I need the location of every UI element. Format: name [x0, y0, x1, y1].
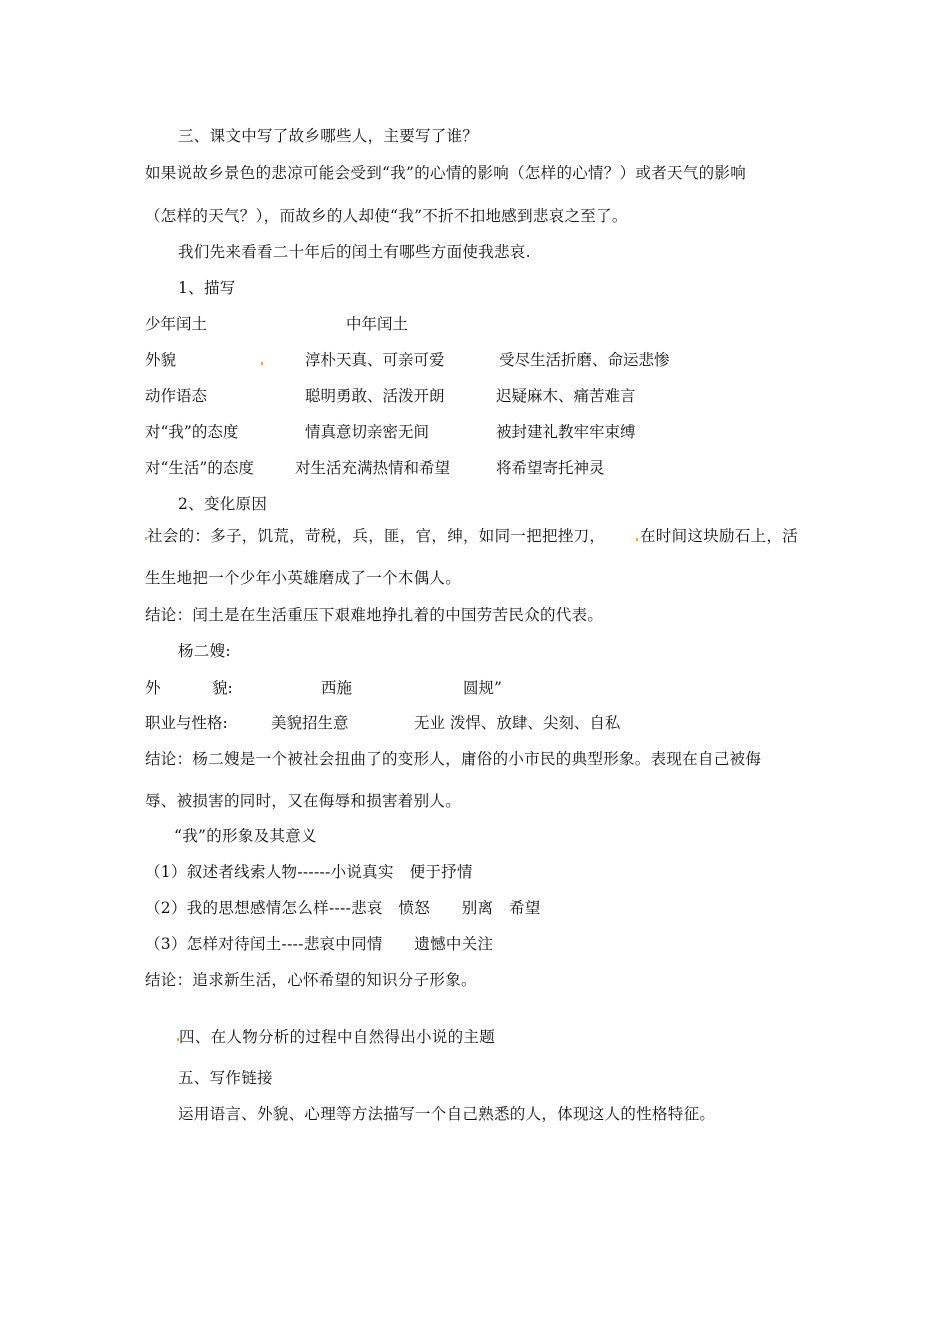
lead-paragraph: 我们先来看看二十年后的闰土有哪些方面使我悲哀.: [178, 243, 531, 261]
me-item: （3）怎样对待闰土----悲哀中同情 遗憾中关注: [145, 935, 494, 953]
section3-heading: 三、课文中写了故乡哪些人，主要写了谁？: [178, 127, 479, 145]
yang-conclusion-line-1: 结论：杨二嫂是一个被社会扭曲了的变形人，庸俗的小市民的典型形象。表现在自己被侮: [145, 750, 762, 768]
header-middle-runtu: 中年闰土: [346, 315, 409, 333]
subheading-causes: 2、变化原因: [178, 495, 268, 513]
yang-appearance-label-b: 貌:: [212, 679, 233, 697]
row-label: 对“我”的态度: [145, 423, 239, 441]
cause-line-2: 生生地把一个少年小英雄磨成了一个木偶人。: [145, 569, 462, 587]
writing-task: 运用语言、外貌、心理等方法描写一个自己熟悉的人，体现这人的性格特征。: [178, 1105, 716, 1123]
row-label: 外貌: [145, 351, 177, 369]
row-young: 情真意切亲密无间: [305, 423, 430, 441]
yang-job-after: 无业 泼悍、放肆、尖刻、自私: [414, 714, 621, 732]
yang-job-before: 美貌招生意: [271, 714, 349, 732]
section5-heading: 五、写作链接: [178, 1069, 273, 1087]
intro-line-1: 如果说故乡景色的悲凉可能会受到“我”的心情的影响（怎样的心情？）或者天气的影响: [145, 164, 747, 182]
stray-mark: [636, 538, 638, 541]
row-middle: 迟疑麻木、痛苦难言: [496, 387, 636, 405]
me-conclusion: 结论：追求新生活，心怀希望的知识分子形象。: [145, 971, 477, 989]
yang-job-label: 职业与性格:: [145, 714, 228, 732]
section4-heading: 四、在人物分析的过程中自然得出小说的主题: [179, 1028, 496, 1046]
row-middle: 受尽生活折磨、命运悲惨: [499, 351, 670, 369]
yang-appearance-before: 西施: [321, 679, 353, 697]
row-young: 淳朴天真、可亲可爱: [305, 351, 445, 369]
yang-appearance-after: 圆规”: [463, 679, 502, 697]
yang-conclusion-line-2: 辱、被损害的同时，又在侮辱和损害着别人。: [145, 792, 462, 810]
row-young: 对生活充满热情和希望: [295, 459, 451, 477]
me-image-title: “我”的形象及其意义: [174, 827, 317, 845]
yang-appearance-label-a: 外: [145, 679, 161, 697]
stray-mark: [261, 362, 263, 365]
row-middle: 被封建礼教牢牢束缚: [496, 423, 636, 441]
row-middle: 将希望寄托神灵: [496, 459, 605, 477]
row-young: 聪明勇敢、活泼开朗: [305, 387, 445, 405]
header-young-runtu: 少年闰土: [145, 315, 208, 333]
runtu-conclusion: 结论：闰土是在生活重压下艰难地挣扎着的中国劳苦民众的代表。: [145, 606, 604, 624]
me-item: （1）叙述者线索人物------小说真实 便于抒情: [145, 863, 473, 881]
intro-line-2: （怎样的天气？），而故乡的人却使“我”不折不扣地感到悲哀之至了。: [145, 207, 628, 225]
row-label: 动作语态: [145, 387, 208, 405]
cause-text-a: 社会的：多子，饥荒，苛税，兵，匪，官，绅，如同一把把挫刀，: [147, 527, 606, 545]
me-item: （2）我的思想感情怎么样----悲哀 愤怒 别离 希望: [145, 899, 541, 917]
row-label: 对“生活”的态度: [145, 459, 254, 477]
yang-ersao-title: 杨二嫂:: [178, 642, 231, 660]
cause-text-b: 在时间这块励石上，活: [640, 527, 799, 545]
subheading-description: 1、描写: [178, 279, 236, 297]
